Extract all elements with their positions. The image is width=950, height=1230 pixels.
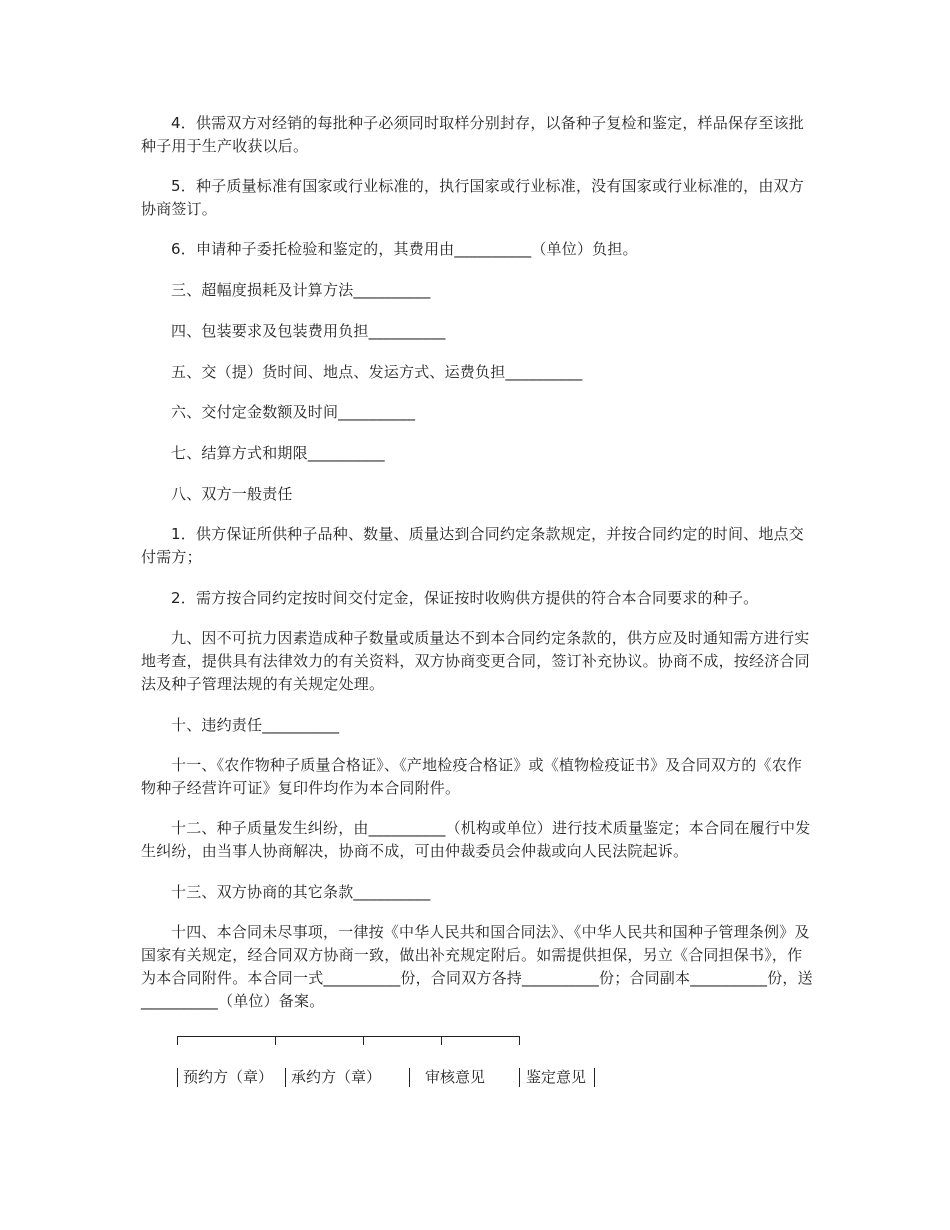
- table-top-border: [177, 1036, 520, 1037]
- section-9: 九、因不可抗力因素造成种子数量或质量达不到本合同约定条款的，供方应及时通知需方进行实地考查，提供具有法律效力的有关资料，双方协商变更合同，签订补充协议。协商不成，按经济合同法及种子管理法规的有关规定处理。: [141, 629, 810, 693]
- table-tick: [519, 1036, 520, 1045]
- table-tick: [441, 1036, 442, 1045]
- section-6: 六、交付定金数额及时间__________: [171, 403, 416, 421]
- table-tick: [275, 1036, 276, 1045]
- table-cell-divider: [409, 1068, 410, 1087]
- table-cell-divider: [519, 1068, 520, 1087]
- section-11: 十一、《农作物种子质量合格证》、《产地检疫合格证》或《植物检疫证书》及合同双方的《农作物种子经营许可证》复印件均作为本合同附件。: [141, 756, 803, 797]
- table-tick: [177, 1036, 178, 1045]
- section-10: 十、违约责任__________: [171, 716, 340, 734]
- section-5: 五、交（提）货时间、地点、发运方式、运费负担__________: [171, 363, 583, 381]
- section-8-item-2: 2．需方按合同约定按时间交付定金，保证按时收购供方提供的符合本合同要求的种子。: [171, 589, 759, 607]
- section-8: 八、双方一般责任: [171, 485, 293, 503]
- section-4: 四、包装要求及包装费用负担__________: [171, 322, 446, 340]
- section-13: 十三、双方协商的其它条款__________: [171, 883, 431, 901]
- section-8-item-1: 1．供方保证所供种子品种、数量、质量达到合同约定条款规定，并按合同约定的时间、地点交付需方；: [141, 525, 804, 566]
- table-cell-contract-party-a: 预约方（章）: [183, 1068, 274, 1086]
- table-tick: [363, 1036, 364, 1045]
- clause-6: 6．申请种子委托检验和鉴定的，其费用由__________（单位）负担。: [171, 240, 638, 258]
- table-cell-divider: [285, 1068, 286, 1087]
- clause-4: 4．供需双方对经销的每批种子必须同时取样分别封存，以备种子复检和鉴定，样品保存至该批种子用于生产收获以后。: [141, 114, 804, 155]
- table-cell-review-opinion: 审核意见: [425, 1068, 486, 1086]
- section-3: 三、超幅度损耗及计算方法__________: [171, 281, 431, 299]
- clause-5: 5．种子质量标准有国家或行业标准的，执行国家或行业标准，没有国家或行业标准的，由双方协商签订。: [141, 177, 804, 218]
- table-cell-divider: [594, 1068, 595, 1087]
- section-12: 十二、种子质量发生纠纷，由__________（机构或单位）进行技术质量鉴定；本合同在履行中发生纠纷，由当事人协商解决，协商不成，可由仲裁委员会仲裁或向人民法院起诉。: [141, 819, 811, 860]
- table-cell-contract-party-b: 承约方（章）: [291, 1068, 382, 1086]
- table-cell-appraisal-opinion: 鉴定意见: [526, 1068, 587, 1086]
- section-14: 十四、本合同未尽事项，一律按《中华人民共和国合同法》、《中华人民共和国种子管理条例》及国家有关规定，经合同双方协商一致，做出补充规定附后。如需提供担保，另立《合同担保书》，作为本合同附件。本合同一式__________份，合同双方各持__________份；合同副本__________份，送__________（单位）备案。: [141, 923, 813, 1010]
- table-cell-divider: [177, 1068, 178, 1087]
- section-7: 七、结算方式和期限__________: [171, 444, 385, 462]
